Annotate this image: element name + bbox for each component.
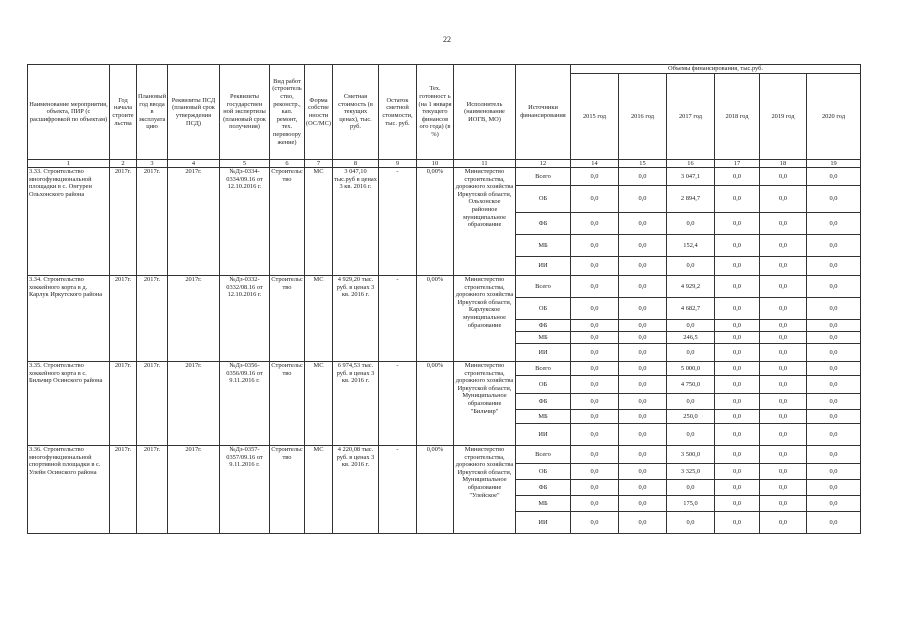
funding-value: 0,0	[619, 235, 667, 257]
year-start: 2017г.	[110, 362, 137, 446]
funding-value: 0,0	[619, 168, 667, 186]
psd-date: 2017г.	[168, 446, 220, 534]
header-readiness: Тех. готовност ь (на 1 января текущего финансов ого года) (в %)	[417, 65, 454, 160]
column-number: 1	[28, 160, 110, 168]
readiness: 0,00%	[417, 362, 454, 446]
funding-value: 0,0	[667, 480, 715, 496]
funding-source: МБ	[516, 496, 571, 512]
funding-value: 0,0	[715, 332, 760, 344]
funding-value: 4 682,7	[667, 298, 715, 320]
funding-value: 0,0	[667, 213, 715, 235]
funding-value: 0,0	[715, 394, 760, 410]
funding-value: 0,0	[715, 424, 760, 446]
header-expertise: Реквизиты государствен ной экспертизы (плановый срок получения)	[220, 65, 270, 160]
column-number: 7	[305, 160, 333, 168]
funding-value: 0,0	[619, 298, 667, 320]
funding-value: 0,0	[760, 512, 807, 534]
object-name: 3.36. Строительство многофункциональной спортивной площадки в с. Улейн Осинского района	[28, 446, 110, 534]
funding-value: 0,0	[807, 446, 861, 464]
funding-value: 0,0	[619, 332, 667, 344]
funding-value: 0,0	[619, 464, 667, 480]
funding-value: 0,0	[760, 168, 807, 186]
funding-value: 0,0	[619, 446, 667, 464]
column-number: 5	[220, 160, 270, 168]
funding-value: 0,0	[619, 496, 667, 512]
funding-value: 0,0	[571, 344, 619, 362]
funding-source: ОБ	[516, 376, 571, 394]
funding-source: Всего	[516, 362, 571, 376]
header-psd: Реквизиты ПСД (плановый срок утверждения ПСД)	[168, 65, 220, 160]
funding-value: 0,0	[571, 320, 619, 332]
funding-value: 0,0	[667, 394, 715, 410]
year-start: 2017г.	[110, 168, 137, 276]
funding-value: 3 500,0	[667, 446, 715, 464]
funding-value: 175,0	[667, 496, 715, 512]
header-row	[28, 65, 861, 74]
funding-value: 0,0	[571, 512, 619, 534]
funding-source: МБ	[516, 410, 571, 424]
column-number: 16	[667, 160, 715, 168]
column-number: 14	[571, 160, 619, 168]
funding-value: 0,0	[807, 424, 861, 446]
funding-value: 0,0	[807, 332, 861, 344]
funding-value: 0,0	[619, 276, 667, 298]
funding-value: 0,0	[715, 168, 760, 186]
funding-value: 0,0	[571, 376, 619, 394]
funding-value: 0,0	[807, 394, 861, 410]
ownership: МС	[305, 276, 333, 362]
funding-value: 152,4	[667, 235, 715, 257]
expertise-ref: №Дз-0332-0332/08.16 от 12.10.2016 г.	[220, 276, 270, 362]
psd-date: 2017г.	[168, 276, 220, 362]
funding-value: 0,0	[619, 512, 667, 534]
funding-value: 0,0	[619, 186, 667, 213]
funding-value: 0,0	[619, 257, 667, 276]
expertise-ref: №Дз-0357-0357/09.16 от 9.11.2016 г.	[220, 446, 270, 534]
header-year-plan: Плановый год ввода в эксплуата цию	[137, 65, 168, 160]
remainder: -	[379, 362, 417, 446]
funding-value: 0,0	[571, 394, 619, 410]
funding-value: 0,0	[807, 168, 861, 186]
ownership: МС	[305, 446, 333, 534]
funding-value: 0,0	[715, 344, 760, 362]
funding-source: Всего	[516, 446, 571, 464]
column-number: 4	[168, 160, 220, 168]
funding-value: 0,0	[715, 480, 760, 496]
funding-value: 0,0	[807, 464, 861, 480]
funding-source: ИИ	[516, 344, 571, 362]
funding-value: 0,0	[760, 344, 807, 362]
funding-value: 0,0	[619, 320, 667, 332]
funding-value: 0,0	[571, 257, 619, 276]
readiness: 0,00%	[417, 446, 454, 534]
year-start: 2017г.	[110, 276, 137, 362]
funding-value: 0,0	[807, 276, 861, 298]
funding-value: 0,0	[760, 257, 807, 276]
work-type: Строительс тво	[270, 276, 305, 362]
column-number: 15	[619, 160, 667, 168]
funding-value: 0,0	[807, 235, 861, 257]
funding-value: 0,0	[715, 213, 760, 235]
column-number: 18	[760, 160, 807, 168]
column-numbers-row	[28, 160, 861, 168]
header-year-2017: 2017 год	[667, 74, 715, 160]
column-number: 17	[715, 160, 760, 168]
funding-value: 0,0	[667, 512, 715, 534]
header-name: Наименование мероприятия, объекта, ПИР (с расшифровкой по объектам)	[28, 65, 110, 160]
funding-value: 0,0	[571, 362, 619, 376]
funding-value: 0,0	[715, 257, 760, 276]
funding-value: 0,0	[715, 235, 760, 257]
ownership: МС	[305, 168, 333, 276]
funding-value: 0,0	[807, 257, 861, 276]
header-year-2016: 2016 год	[619, 74, 667, 160]
funding-value: 3 047,1	[667, 168, 715, 186]
funding-value: 0,0	[807, 512, 861, 534]
funding-source: ФБ	[516, 480, 571, 496]
ownership: МС	[305, 362, 333, 446]
table-row	[28, 276, 861, 298]
column-number: 8	[333, 160, 379, 168]
funding-value: 0,0	[715, 410, 760, 424]
funding-value: 0,0	[715, 320, 760, 332]
year-start: 2017г.	[110, 446, 137, 534]
expertise-ref: №Дз-0356-0356/09.16 от 9.11.2016 г.	[220, 362, 270, 446]
executor: Министерство строительства, дорожного хозяйства Иркутской области, Муниципальное образование "Бильчир"	[454, 362, 516, 446]
funding-value: 0,0	[619, 480, 667, 496]
table-row	[28, 168, 861, 186]
funding-value: 0,0	[807, 344, 861, 362]
psd-date: 2017г.	[168, 168, 220, 276]
funding-value: 0,0	[571, 276, 619, 298]
funding-value: 0,0	[619, 410, 667, 424]
funding-value: 0,0	[760, 320, 807, 332]
funding-value: 0,0	[571, 410, 619, 424]
remainder: -	[379, 446, 417, 534]
funding-source: МБ	[516, 332, 571, 344]
table-row	[28, 362, 861, 376]
funding-value: 0,0	[807, 298, 861, 320]
funding-value: 0,0	[760, 213, 807, 235]
funding-source: ФБ	[516, 213, 571, 235]
header-sources: Источники финансирования	[516, 65, 571, 160]
funding-value: 0,0	[619, 362, 667, 376]
header-year-2019: 2019 год	[760, 74, 807, 160]
funding-value: 3 325,0	[667, 464, 715, 480]
funding-value: 0,0	[760, 464, 807, 480]
funding-value: 0,0	[807, 496, 861, 512]
funding-value: 0,0	[807, 410, 861, 424]
funding-value: 0,0	[760, 446, 807, 464]
funding-value: 246,5	[667, 332, 715, 344]
funding-value: 0,0	[760, 298, 807, 320]
funding-value: 0,0	[715, 362, 760, 376]
funding-value: 4 929,2	[667, 276, 715, 298]
year-plan: 2017г.	[137, 362, 168, 446]
funding-value: 0,0	[807, 362, 861, 376]
funding-source: ИИ	[516, 424, 571, 446]
funding-value: 0,0	[715, 496, 760, 512]
funding-value: 0,0	[760, 394, 807, 410]
header-remainder: Остаток сметной стоимости, тыс. руб.	[379, 65, 417, 160]
executor: Министерство строительства, дорожного хозяйства Иркутской области, Ольхонское районное муниципальное образование	[454, 168, 516, 276]
funding-value: 0,0	[760, 362, 807, 376]
funding-value: 0,0	[807, 186, 861, 213]
funding-value: 0,0	[571, 168, 619, 186]
estimated-cost: 4 220,08 тыс. руб. в ценах 3 кв. 2016 г.	[333, 446, 379, 534]
funding-value: 250,0	[667, 410, 715, 424]
funding-value: 0,0	[619, 424, 667, 446]
object-name: 3.35. Строительство хоккейного корта в с. Бильчир Осинского района	[28, 362, 110, 446]
funding-value: 0,0	[667, 320, 715, 332]
funding-value: 0,0	[760, 424, 807, 446]
funding-value: 0,0	[571, 186, 619, 213]
funding-value: 0,0	[760, 480, 807, 496]
header-year-2015: 2015 год	[571, 74, 619, 160]
object-name: 3.34. Строительство хоккейного корта в д. Карлук Иркутского района	[28, 276, 110, 362]
year-plan: 2017г.	[137, 276, 168, 362]
page-number: 22	[443, 35, 451, 44]
funding-source: Всего	[516, 276, 571, 298]
column-number: 3	[137, 160, 168, 168]
funding-value: 0,0	[760, 186, 807, 213]
funding-value: 0,0	[667, 424, 715, 446]
column-number: 19	[807, 160, 861, 168]
funding-value: 0,0	[760, 332, 807, 344]
header-ownership: Форма собстве нности (ОС/МС)	[305, 65, 333, 160]
readiness: 0,00%	[417, 168, 454, 276]
header-executor: Исполнитель (наименование ИОГВ, МО)	[454, 65, 516, 160]
funding-value: 0,0	[571, 332, 619, 344]
funding-value: 0,0	[571, 446, 619, 464]
funding-value: 0,0	[807, 376, 861, 394]
funding-source: ОБ	[516, 186, 571, 213]
work-type: Строительс тво	[270, 362, 305, 446]
remainder: -	[379, 168, 417, 276]
funding-value: 0,0	[571, 496, 619, 512]
year-plan: 2017г.	[137, 168, 168, 276]
estimated-cost: 4 929,20 тыс. руб. в ценах 3 кв. 2016 г.	[333, 276, 379, 362]
funding-source: ОБ	[516, 464, 571, 480]
funding-value: 0,0	[571, 480, 619, 496]
funding-value: 0,0	[619, 344, 667, 362]
funding-value: 0,0	[760, 496, 807, 512]
psd-date: 2017г.	[168, 362, 220, 446]
funding-value: 0,0	[807, 213, 861, 235]
header-year-2020: 2020 год	[807, 74, 861, 160]
funding-value: 0,0	[715, 376, 760, 394]
funding-value: 0,0	[715, 186, 760, 213]
funding-value: 0,0	[715, 276, 760, 298]
estimated-cost: 6 974,53 тыс. руб. в ценах 3 кв. 2016 г.	[333, 362, 379, 446]
object-name: 3.33. Строительство многофункциональной площадки в с. Онгурен Ольхонского района	[28, 168, 110, 276]
funding-value: 0,0	[571, 424, 619, 446]
column-number: 11	[454, 160, 516, 168]
header-year-2018: 2018 год	[715, 74, 760, 160]
table-row	[28, 446, 861, 464]
funding-value: 0,0	[715, 512, 760, 534]
funding-source: ОБ	[516, 298, 571, 320]
header-work-type: Вид работ (строитель ство, реконстр., кап. ремонт, тех. перевоору жение)	[270, 65, 305, 160]
remainder: -	[379, 276, 417, 362]
executor: Министерство строительства, дорожного хозяйства Иркутской области, Карлукское муниципальное образование	[454, 276, 516, 362]
work-type: Строительс тво	[270, 168, 305, 276]
funding-value: 4 750,0	[667, 376, 715, 394]
column-number: 2	[110, 160, 137, 168]
funding-source: Всего	[516, 168, 571, 186]
funding-value: 0,0	[715, 298, 760, 320]
estimated-cost: 3 047,10 тыс.руб в ценах 3 кв. 2016 г.	[333, 168, 379, 276]
funding-value: 0,0	[760, 235, 807, 257]
funding-source: ИИ	[516, 257, 571, 276]
funding-source: ФБ	[516, 394, 571, 410]
funding-value: 2 894,7	[667, 186, 715, 213]
column-number: 6	[270, 160, 305, 168]
column-number: 12	[516, 160, 571, 168]
work-type: Строительс тво	[270, 446, 305, 534]
readiness: 0,00%	[417, 276, 454, 362]
funding-value: 0,0	[807, 320, 861, 332]
funding-value: 0,0	[571, 464, 619, 480]
funding-value: 0,0	[571, 235, 619, 257]
expertise-ref: №Дз-0334-0334/09.16 от 12.10.2016 г.	[220, 168, 270, 276]
funding-value: 0,0	[760, 376, 807, 394]
funding-value: 0,0	[760, 410, 807, 424]
executor: Министерство строительства, дорожного хозяйства Иркутской области, Муниципальное образование "Улейское"	[454, 446, 516, 534]
funding-value: 0,0	[619, 394, 667, 410]
funding-source: ИИ	[516, 512, 571, 534]
financing-table	[27, 64, 861, 534]
funding-source: МБ	[516, 235, 571, 257]
funding-value: 0,0	[667, 344, 715, 362]
funding-value: 0,0	[619, 376, 667, 394]
column-number: 9	[379, 160, 417, 168]
funding-value: 0,0	[667, 257, 715, 276]
funding-value: 0,0	[760, 276, 807, 298]
funding-source: ФБ	[516, 320, 571, 332]
funding-value: 0,0	[619, 213, 667, 235]
year-plan: 2017г.	[137, 446, 168, 534]
funding-value: 5 000,0	[667, 362, 715, 376]
funding-value: 0,0	[571, 213, 619, 235]
funding-value: 0,0	[715, 446, 760, 464]
funding-value: 0,0	[715, 464, 760, 480]
column-number: 10	[417, 160, 454, 168]
funding-value: 0,0	[571, 298, 619, 320]
header-year-start: Год начала строите льства	[110, 65, 137, 160]
header-funding: Объемы финансирования, тыс.руб.	[571, 65, 861, 74]
funding-value: 0,0	[807, 480, 861, 496]
header-cost: Сметная стоимость (в текущих ценах), тыс. руб.	[333, 65, 379, 160]
